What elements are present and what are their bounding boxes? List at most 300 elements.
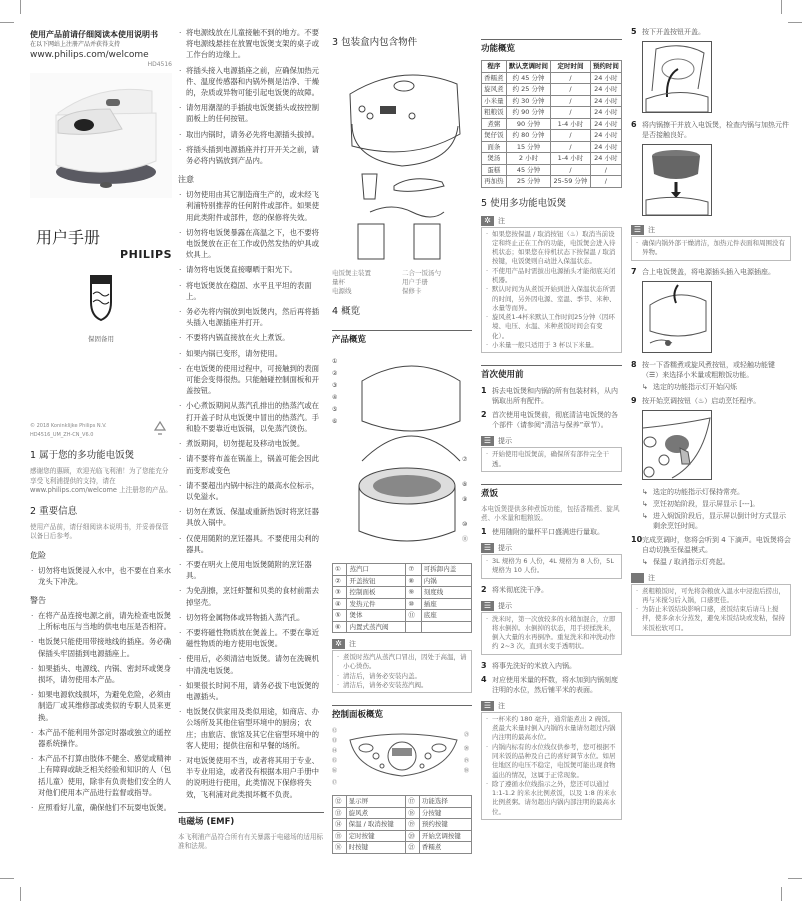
table-cell: 面条 bbox=[482, 141, 507, 153]
table-cell: 24 小时 bbox=[590, 107, 621, 119]
table-row bbox=[333, 564, 472, 576]
table-cell bbox=[421, 621, 471, 633]
note-label: 注 bbox=[349, 640, 356, 648]
step-item bbox=[631, 267, 791, 356]
table-cell: 煮粥 bbox=[482, 118, 507, 130]
table-cell: 约 80 分钟 bbox=[506, 130, 550, 142]
table-cell: 约 45 分钟 bbox=[506, 72, 550, 84]
step-list bbox=[481, 386, 622, 430]
list-item: · 使用后，必须清洁电饭煲。请勿在洗碗机中清洗电饭煲。 bbox=[178, 653, 324, 675]
section-heading: 产品概览 bbox=[332, 330, 472, 346]
table-cell: ⑮ bbox=[333, 830, 347, 842]
table-cell: ⑥ bbox=[333, 621, 347, 633]
step-item bbox=[481, 675, 622, 695]
crop-mark bbox=[0, 22, 14, 23]
step-item bbox=[631, 535, 791, 567]
svg-text:⑫: ⑫ bbox=[332, 728, 338, 735]
svg-text:⑭: ⑭ bbox=[332, 748, 338, 755]
step-number: 9 bbox=[631, 395, 637, 405]
table-cell: 蒸汽口 bbox=[347, 564, 406, 576]
note-item: · 默认时间为从煮饭开始到进入保温状态所需的时间，另外因电源、室温、季节、米种、水量等而异。 bbox=[486, 285, 617, 313]
section-heading: 注意 bbox=[178, 175, 194, 185]
table-cell: 煲汤 bbox=[482, 153, 507, 165]
column-header: 定时时间 bbox=[551, 61, 590, 73]
list-item: · 在电饭煲的使用过程中，可接触到的表面可能会变得很热。只能触碰控制面板和开盖按钮。 bbox=[178, 363, 324, 397]
table-cell: 粗粮饭 bbox=[482, 107, 507, 119]
step-number: 1 bbox=[481, 526, 487, 536]
section-heading: 1 属于您的多功能电饭煲 bbox=[30, 450, 135, 461]
list-item: · 务必先将内锅放到电饭煲内，然后再将插头插入电源插座并打开。 bbox=[178, 306, 324, 328]
note-item: · 煮饭时蒸汽从蒸汽口冒出，因处于高温，请小心烫伤。 bbox=[337, 653, 467, 672]
table-cell: 25 分钟 bbox=[506, 176, 550, 188]
list-item: · 如果插头、电源线、内锅、密封环或煲身损坏，请勿使用本产品。 bbox=[30, 663, 172, 685]
step-illustration bbox=[642, 410, 791, 483]
paragraph: 本电饭煲提供多种煮饭功能，包括香糯煮、旋风煮、小米量和粗粮饭。 bbox=[481, 504, 620, 523]
table-cell: / bbox=[551, 130, 590, 142]
list-item: · 电饭煲仅供家用及类似用途，如商店、办公场所及其他住宿型环境中的厨房；农庄；由旅店、旅馆及其它住宿型环境中的客人使用；提供住宿和早餐的场所。 bbox=[178, 706, 324, 751]
list-item: · 本产品不打算由肢体不健全、感觉或精神上有障碍或缺乏相关经验和知识的人（包括儿童）使用，除非有负责他们安全的人对他们使用本产品进行监督或指导。 bbox=[30, 753, 172, 798]
paragraph: 使用产品前，请仔细阅读本说明书，并妥善保管以备日后参考。 bbox=[30, 522, 169, 540]
table-cell: 90 分钟 bbox=[506, 118, 550, 130]
step-illustration bbox=[642, 41, 791, 116]
section-heading: 2 重要信息 bbox=[30, 505, 78, 517]
document-id: HD4516_UM_ZH-CN_V6.0 bbox=[30, 432, 94, 438]
note-item: · 旋风煮1-4杯米默认工作时间25分钟（因环境、电压、水温、米种煮饭时间会有变化）。 bbox=[486, 313, 617, 341]
table-row bbox=[482, 130, 622, 142]
table-cell: 25-59 分钟 bbox=[551, 176, 590, 188]
table-cell: 控制面板 bbox=[347, 587, 406, 599]
contents-list bbox=[332, 269, 472, 296]
step-item bbox=[481, 386, 622, 406]
note-item: · 除了遵循水位线指示之外，您还可以通过 1:1-1.2 的米水比例煮饭，以及 1:8 的米水比例煮粥。请勿超出内锅内部注明的最高水位。 bbox=[486, 780, 617, 817]
column-package-overview bbox=[332, 27, 472, 857]
note-item: · 确保内锅外部干燥清洁，加热元件表面和周围没有异物。 bbox=[636, 239, 786, 258]
svg-text:⑲: ⑲ bbox=[464, 758, 470, 765]
philips-logo: PHILIPS bbox=[120, 248, 172, 261]
step-text: 合上电饭煲盖，将电源插头插入电源插座。 bbox=[642, 267, 775, 276]
crop-mark bbox=[781, 887, 782, 901]
table-cell: 分按键 bbox=[419, 807, 471, 819]
step-number: 1 bbox=[481, 386, 487, 396]
step-text: 按一下香糯煮或旋风煮按钮，或轻触功能键（☰）来选择小米量或粗粮饭功能。 bbox=[642, 360, 775, 379]
step-number: 2 bbox=[481, 584, 487, 594]
note-header bbox=[481, 436, 622, 446]
table-cell: / bbox=[551, 141, 590, 153]
list-item: · 在将产品连接电源之前，请先检查电饭煲上所标电压与当地的供电电压是否相符。 bbox=[30, 610, 172, 632]
table-cell: / bbox=[590, 176, 621, 188]
table-cell: ⑩ bbox=[406, 598, 421, 610]
table-cell: / bbox=[551, 84, 590, 96]
table-cell: 预约按键 bbox=[419, 819, 471, 831]
table-cell: ⑨ bbox=[406, 587, 421, 599]
step-item bbox=[481, 661, 622, 671]
table-cell: 1-4 小时 bbox=[551, 153, 590, 165]
recycle-icon bbox=[152, 420, 168, 436]
list-item: · 切勿使用由其它制造商生产的，或未经飞利浦特别推荐的任何附件或部件。如果使用此类附件或部件，您的保修将失效。 bbox=[178, 189, 324, 223]
table-row bbox=[482, 176, 622, 188]
table-cell: ⑲ bbox=[406, 819, 420, 831]
table-cell: ④ bbox=[333, 598, 347, 610]
step-number: 2 bbox=[481, 410, 487, 420]
list-item: · 请不要将布盖在锅盖上，锅盖可能会因此而变形或变色 bbox=[178, 453, 324, 475]
table-cell: 2 小时 bbox=[506, 153, 550, 165]
table-cell: 约 25 分钟 bbox=[506, 84, 550, 96]
table-cell: 发热元件 bbox=[347, 598, 406, 610]
svg-text:⑮: ⑮ bbox=[332, 758, 338, 765]
note-header bbox=[481, 216, 622, 226]
table-row bbox=[482, 72, 622, 84]
table-cell: 24 小时 bbox=[590, 153, 621, 165]
table-cell: 45 分钟 bbox=[506, 164, 550, 176]
note-item: · 3L 规格为 6 人份，4L 规格为 8 人份，5L 规格为 10 人份。 bbox=[486, 557, 617, 576]
table-row bbox=[482, 153, 622, 165]
philips-shield-icon bbox=[30, 272, 172, 322]
table-cell: ⑫ bbox=[333, 796, 347, 808]
svg-text:⑱: ⑱ bbox=[464, 768, 470, 775]
note-box bbox=[481, 436, 622, 472]
contents-item: 二合一饭汤勺 bbox=[402, 269, 441, 277]
table-cell: 香糯煮 bbox=[419, 842, 471, 854]
section-heading: 警告 bbox=[30, 595, 46, 605]
table-cell: 定时按键 bbox=[346, 830, 406, 842]
list-item: · 将插头接入电源插座之前，应确保加热元件、温度传感器和内锅外侧是洁净、干燥的，杂质或异物可能引起电饭煲的故障。 bbox=[178, 65, 324, 99]
step-result: ↳ 选定的功能指示灯保持常亮。 bbox=[642, 487, 791, 497]
lines-icon: ☰ bbox=[481, 543, 494, 553]
note-label: 提示 bbox=[498, 543, 512, 552]
step-list bbox=[631, 27, 791, 219]
svg-text:⑦: ⑦ bbox=[462, 456, 468, 463]
contents-item: 电饭煲主装置 bbox=[332, 269, 371, 277]
step-list bbox=[481, 527, 622, 537]
manual-title: 用户手册 bbox=[36, 228, 101, 247]
column-functions-usage bbox=[481, 27, 622, 826]
step-text: 将内锅擦干并放入电饭煲，检查内锅与加热元件是否接触良好。 bbox=[642, 121, 789, 139]
keep-text: 保固备用 bbox=[88, 335, 114, 343]
crop-mark bbox=[20, 0, 21, 14]
list-item: · 不要将内锅直接放在火上煮饭。 bbox=[178, 332, 324, 343]
list-item: · 电饭煲只能使用带接地线的插座。务必确保插头牢固插到电源插座上。 bbox=[30, 636, 172, 658]
column-header: 预约时间 bbox=[590, 61, 621, 73]
section-heading: 3 包装盒内包含物件 bbox=[332, 37, 418, 48]
step-text: 按开始烹调按钮（♨）启动烹饪程序。 bbox=[642, 396, 761, 405]
table-cell: ⑰ bbox=[406, 796, 420, 808]
contents-item: 量杯 bbox=[332, 278, 345, 286]
section-heading: 5 使用多功能电饭煲 bbox=[481, 197, 567, 209]
list-item: · 不要在明火上使用电饭煲随附的烹饪器具。 bbox=[178, 559, 324, 581]
list-item: · 本产品不能利用外部定时器或独立的遥控器系统操作。 bbox=[30, 727, 172, 749]
note-item: · 开始使用电饭煲前，确保所有部件完全干透。 bbox=[486, 450, 617, 469]
bullet-list bbox=[30, 610, 172, 813]
table-cell: 1-4 小时 bbox=[551, 118, 590, 130]
note-body bbox=[481, 712, 622, 820]
note-body bbox=[481, 227, 622, 354]
note-item: · 一杯米约 180 毫升，通常能煮出 2 碗饭。煮最大米量时倒入内锅的水量请勿超过内锅内注明的最高水位。 bbox=[486, 715, 617, 743]
table-header-row bbox=[482, 61, 622, 73]
note-body bbox=[631, 584, 791, 636]
table-cell: 保温 / 取消按键 bbox=[346, 819, 406, 831]
step-number: 5 bbox=[631, 27, 637, 36]
contents-item: 用户手册 bbox=[402, 278, 428, 286]
svg-text:③: ③ bbox=[332, 382, 338, 389]
table-row bbox=[482, 141, 622, 153]
step-text: 按下开盖按钮开盖。 bbox=[642, 28, 705, 36]
list-item: · 将插头插到电源插座并打开开关之前，请务必将内锅放到产品内。 bbox=[178, 144, 324, 166]
lines-icon: ☰ bbox=[481, 436, 494, 446]
note-box bbox=[481, 601, 622, 655]
list-item: · 切勿将金属物体或异物插入蒸汽孔。 bbox=[178, 612, 324, 623]
step-number: 7 bbox=[631, 266, 637, 276]
note-item: · 洗米时，第一次放较多的水稍加混合，立即将水倒掉。水倒掉的状态，用手搓揉洗米，倒入大量的水再倒净。重复洗米和冲洗动作约 2~3 次，直到水变手透明状。 bbox=[486, 615, 617, 652]
table-row bbox=[333, 587, 472, 599]
svg-text:⑥: ⑥ bbox=[332, 418, 338, 425]
note-header bbox=[481, 701, 622, 711]
bullet-list bbox=[178, 189, 324, 800]
column-cooking-steps bbox=[631, 27, 791, 642]
lines-icon: ☰ bbox=[481, 601, 494, 611]
note-body bbox=[481, 612, 622, 655]
table-cell: ⑦ bbox=[406, 564, 421, 576]
table-cell: ⑪ bbox=[406, 610, 421, 622]
data-table bbox=[481, 60, 622, 188]
table-cell: 小米量 bbox=[482, 95, 507, 107]
package-illustration bbox=[332, 54, 472, 265]
step-number: 4 bbox=[481, 674, 487, 684]
table-row bbox=[333, 610, 472, 622]
step-result: ↳ 进入焖饭阶段后，显示屏以倒计时方式显示剩余烹饪时间。 bbox=[642, 511, 791, 531]
lines-icon: ☰ bbox=[631, 225, 644, 235]
table-cell: ⑧ bbox=[406, 575, 421, 587]
table-cell: 约 30 分钟 bbox=[506, 95, 550, 107]
note-box bbox=[631, 573, 791, 636]
svg-text:⑰: ⑰ bbox=[332, 780, 338, 787]
table-row bbox=[482, 84, 622, 96]
list-item: · 小心煮饭期间从蒸汽孔排出的热蒸汽或在打开盖子时从电饭煲中冒出的热蒸汽。手和脸不要靠近电饭锅，以免蒸汽烫伤。 bbox=[178, 400, 324, 434]
table-row bbox=[333, 621, 472, 633]
table-row bbox=[482, 107, 622, 119]
table-cell: / bbox=[590, 164, 621, 176]
list-item: · 切勿将电饭煲浸入水中，也不要在自来水龙头下冲洗。 bbox=[30, 565, 172, 587]
note-label: 提示 bbox=[498, 437, 512, 446]
step-number: 10 bbox=[631, 534, 643, 544]
step-item bbox=[481, 585, 622, 595]
overview-illustration bbox=[332, 351, 472, 559]
step-text: 将米彻底洗干净。 bbox=[492, 585, 548, 594]
table-row bbox=[333, 796, 472, 808]
snowflake-icon: ✲ bbox=[332, 639, 345, 649]
step-text: 使用随附的量杯平口盛满进行量取。 bbox=[492, 527, 604, 536]
table-row bbox=[482, 164, 622, 176]
step-list bbox=[631, 267, 791, 567]
note-box bbox=[481, 701, 622, 820]
crop-mark bbox=[781, 0, 782, 14]
table-cell: 旋风煮 bbox=[346, 807, 406, 819]
bullet-list bbox=[178, 27, 324, 166]
column-safety bbox=[178, 27, 324, 855]
welcome-url[interactable]: www.philips.com/welcome bbox=[30, 50, 149, 60]
data-table bbox=[332, 795, 472, 854]
bullet-list bbox=[30, 565, 172, 587]
table-row bbox=[482, 118, 622, 130]
list-item: · 仅使用随附的烹饪器具。不要使用尖利的器具。 bbox=[178, 533, 324, 555]
table-cell: ③ bbox=[333, 587, 347, 599]
table-cell: ⑬ bbox=[333, 807, 347, 819]
svg-text:⑤: ⑤ bbox=[332, 406, 338, 413]
table-cell: 开始烹调按键 bbox=[419, 830, 471, 842]
table-cell: ⑯ bbox=[333, 842, 347, 854]
table-row bbox=[333, 842, 472, 854]
section-heading: 功能概览 bbox=[481, 39, 622, 55]
table-cell: 蛋糕 bbox=[482, 164, 507, 176]
note-box bbox=[631, 225, 791, 261]
note-label: 注 bbox=[648, 573, 655, 582]
table-cell: 功能选择 bbox=[419, 796, 471, 808]
table-cell: ⑭ bbox=[333, 819, 347, 831]
svg-text:⑨: ⑨ bbox=[462, 496, 468, 503]
table-cell: 底座 bbox=[421, 610, 471, 622]
note-header bbox=[631, 225, 791, 235]
note-header bbox=[481, 601, 622, 611]
table-cell: 显示屏 bbox=[346, 796, 406, 808]
note-item: · 清洁后，请务必安装内盖。 bbox=[337, 672, 467, 681]
column-header: 程序 bbox=[482, 61, 507, 73]
step-result: ↳ 烹饪初始阶段，显示屏显示 [---]。 bbox=[642, 499, 791, 509]
list-item: · 应照看好儿童，确保他们不玩耍电饭煲。 bbox=[30, 802, 172, 813]
table-cell bbox=[406, 621, 421, 633]
note-header bbox=[631, 573, 791, 583]
column-header: 默认烹调时间 bbox=[506, 61, 550, 73]
note-item: · 不使用产品时需拔出电源插头才能彻底关闭机器。 bbox=[486, 267, 617, 286]
table-cell: 香糯煮 bbox=[482, 72, 507, 84]
note-body bbox=[481, 554, 622, 579]
svg-text:㉑: ㉑ bbox=[464, 732, 470, 739]
table-cell: / bbox=[551, 107, 590, 119]
step-illustration bbox=[642, 144, 791, 219]
step-list bbox=[481, 585, 622, 595]
section-heading: 危险 bbox=[30, 550, 46, 560]
register-text: 在以下网站上注册产品并获得支持 bbox=[30, 41, 121, 48]
list-item: · 切勿将电饭煲暴露在高温之下，也不要将电饭煲放在正在工作或仍然发热的炉具或炊具上。 bbox=[178, 227, 324, 261]
panel-illustration bbox=[332, 726, 472, 791]
table-row bbox=[333, 598, 472, 610]
step-number: 3 bbox=[481, 660, 487, 670]
table-cell: 煲仔饭 bbox=[482, 130, 507, 142]
step-number: 6 bbox=[631, 120, 637, 129]
note-item: · 清洁后，请务必安装蒸汽阀。 bbox=[337, 681, 467, 690]
list-item: · 取出内锅时，请务必先将电源插头拔掉。 bbox=[178, 129, 324, 140]
model-number: HD4516 bbox=[147, 61, 172, 68]
data-table bbox=[332, 563, 472, 633]
step-result: ↳ 保温 / 取消指示灯亮起。 bbox=[642, 557, 791, 567]
paragraph: 本飞利浦产品符合所有有关暴露于电磁场的适用标准和法规。 bbox=[178, 832, 324, 851]
section-heading: 控制面板概览 bbox=[332, 705, 472, 721]
svg-text:⑬: ⑬ bbox=[332, 738, 338, 745]
contents-item: 保修卡 bbox=[402, 287, 422, 295]
section-heading: 首次使用前 bbox=[481, 365, 622, 381]
section-heading: 煮饭 bbox=[481, 484, 622, 500]
lines-icon: ☰ bbox=[481, 701, 494, 711]
crop-mark bbox=[0, 878, 14, 879]
table-cell: 24 小时 bbox=[590, 141, 621, 153]
svg-text:②: ② bbox=[332, 370, 338, 377]
note-label: 注 bbox=[498, 701, 505, 710]
step-text: 首次使用电饭煲前，彻底清洁电饭煲的各个部件（请参阅“清洁与保养”章节）。 bbox=[492, 411, 618, 430]
svg-text:⑩: ⑩ bbox=[462, 521, 468, 528]
column-cover bbox=[30, 27, 172, 812]
step-item bbox=[481, 527, 622, 537]
table-cell: 24 小时 bbox=[590, 130, 621, 142]
step-item bbox=[481, 410, 622, 430]
step-list bbox=[481, 661, 622, 695]
note-item: · 小米量一般只适用于 3 杯以下米量。 bbox=[486, 341, 617, 350]
note-item: · 煮粗粮饭时，可先将杂粮放入温水中浸泡后捞出，再与米搅匀后入锅，口感更佳。 bbox=[636, 587, 786, 606]
table-cell: ① bbox=[333, 564, 347, 576]
list-item: · 切勿在煮饭、保温或重新热饭时将烹饪器具放入锅中。 bbox=[178, 506, 324, 528]
step-text: 对应使用米量的杯数，将水加到内锅刻度注明的水位，然后铺平米的表面。 bbox=[492, 675, 618, 694]
table-cell: 可拆卸内盖 bbox=[421, 564, 471, 576]
step-text: 完成烹调时，您将会听到 4 下滴声。电饭煲将会自动切换至保温模式。 bbox=[642, 535, 791, 554]
crop-mark bbox=[788, 22, 802, 23]
read-first-heading: 使用产品前请仔细阅读本使用说明书 bbox=[30, 30, 158, 39]
note-body bbox=[631, 236, 791, 261]
step-text: 拆去电饭煲和内锅的所有包装材料，从内锅取出所有配件。 bbox=[492, 387, 618, 406]
list-item: · 如果内锅已变形，请勿使用。 bbox=[178, 348, 324, 359]
table-cell: 时按键 bbox=[346, 842, 406, 854]
table-row bbox=[333, 807, 472, 819]
section-heading: 电磁场 (EMF) bbox=[178, 812, 324, 828]
table-cell: 24 小时 bbox=[590, 95, 621, 107]
svg-text:④: ④ bbox=[332, 394, 338, 401]
table-cell: ⑤ bbox=[333, 610, 347, 622]
table-cell: ② bbox=[333, 575, 347, 587]
table-row bbox=[333, 819, 472, 831]
table-cell: 24 小时 bbox=[590, 72, 621, 84]
list-item: · 请不要超出内锅中标注的最高水位标示，以免溢水。 bbox=[178, 480, 324, 502]
step-item bbox=[631, 360, 791, 392]
step-number: 8 bbox=[631, 359, 637, 369]
table-cell: ㉑ bbox=[406, 842, 420, 854]
list-item: · 请勿用潮湿的手插拔电饭煲插头或按控制面板上的任何按钮。 bbox=[178, 102, 324, 124]
table-cell: 内锅 bbox=[421, 575, 471, 587]
step-item bbox=[631, 396, 791, 531]
table-cell: 再加热 bbox=[482, 176, 507, 188]
list-item: · 不要将磁性物质放在煲盖上。不要在靠近磁性物质的地方使用电饭煲。 bbox=[178, 627, 324, 649]
note-box bbox=[481, 543, 622, 579]
table-row bbox=[333, 830, 472, 842]
crop-mark bbox=[20, 887, 21, 901]
paragraph: 感谢您的惠顾，欢迎光临飞利浦！为了您能充分享受飞利浦提供的支持，请在 www.philips.com/welcome 上注册您的产品。 bbox=[30, 467, 172, 494]
list-item: · 将电源线放在儿童接触不到的地方。不要将电源线悬挂在放置电饭煲支架的桌子或工作台的边缘上。 bbox=[178, 27, 324, 61]
table-cell: / bbox=[551, 95, 590, 107]
table-cell: 刻度线 bbox=[421, 587, 471, 599]
list-item: · 将电饭煲放在稳固、水平且平坦的表面上。 bbox=[178, 280, 324, 302]
step-item bbox=[631, 120, 791, 219]
note-label: 注 bbox=[498, 216, 505, 225]
snowflake-icon: ✲ bbox=[481, 216, 494, 226]
svg-text:⑪: ⑪ bbox=[462, 536, 469, 543]
list-item: · 如果很长时间不用，请务必拔下电饭煲的电源插头。 bbox=[178, 680, 324, 702]
svg-text:⑳: ⑳ bbox=[464, 746, 470, 753]
table-cell: 24 小时 bbox=[590, 118, 621, 130]
table-cell: 开盖按钮 bbox=[347, 575, 406, 587]
table-cell: ⑱ bbox=[406, 807, 420, 819]
table-cell: 24 小时 bbox=[590, 84, 621, 96]
note-header bbox=[481, 543, 622, 553]
step-item bbox=[631, 27, 791, 116]
rice-cooker-photo bbox=[30, 73, 172, 198]
table-row bbox=[482, 95, 622, 107]
crop-mark bbox=[788, 878, 802, 879]
table-cell: 内置式蒸汽阀 bbox=[347, 621, 406, 633]
